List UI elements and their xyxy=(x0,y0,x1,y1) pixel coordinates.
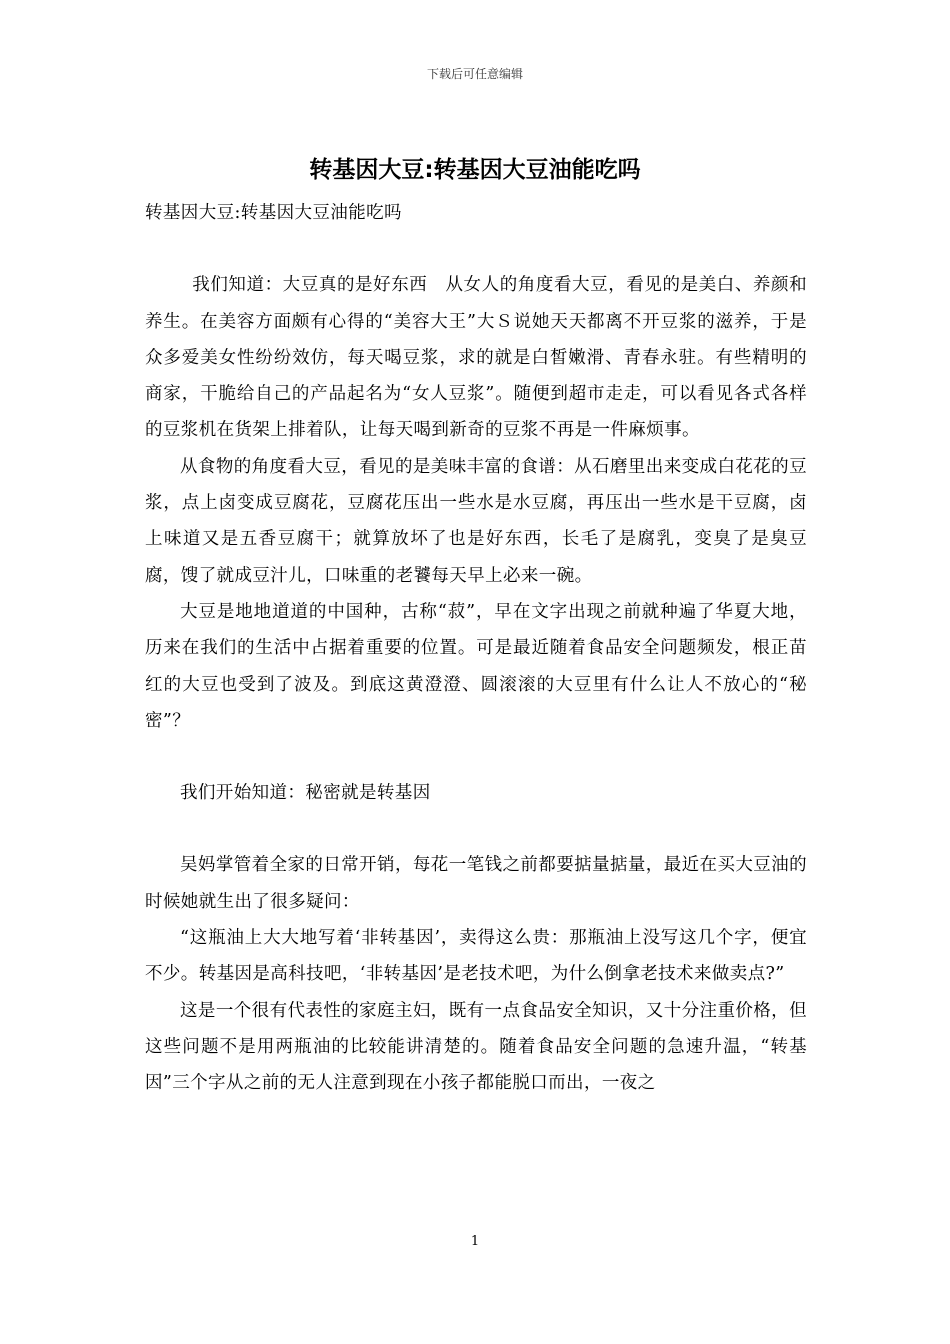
paragraph-1: 我们知道：大豆真的是好东西 从女人的角度看大豆，看见的是美白、养颜和养生。在美容方面颇有心得的“美容大王”大Ｓ说她天天都离不开豆浆的滋养，于是众多爱美女性纷纷效仿，每天喝豆浆，求的就是白皙嫩滑、青春永驻。有些精明的商家，干脆给自己的产品起名为“女人豆浆”。随便到超市走走，可以看见各式各样的豆浆机在货架上排着队，让每天喝到新奇的豆浆不再是一件麻烦事。 xyxy=(145,275,807,441)
paragraph-5: “这瓶油上大大地写着‘非转基因’，卖得这么贵：那瓶油上没写这几个字，便宜不少。转基因是高科技吧，‘非转基因’是老技术吧，为什么倒拿老技术来做卖点?” xyxy=(145,928,807,985)
document-title: 转基因大豆:转基因大豆油能吃吗 xyxy=(309,157,641,183)
paragraph-3: 大豆是地地道道的中国种，古称“菽”，早在文字出现之前就种遍了华夏大地，历来在我们的生活中占据着重要的位置。可是最近随着食品安全问题频发，根正苗红的大豆也受到了波及。到底这黄澄澄、圆滚滚的大豆里有什么让人不放心的“秘密”？ xyxy=(145,601,807,731)
page-header: 下载后可任意编辑 xyxy=(426,67,523,81)
paragraph-4: 吴妈掌管着全家的日常开销，每花一笔钱之前都要掂量掂量，最近在买大豆油的时候她就生出了很多疑问： xyxy=(145,855,807,912)
page-number: 1 xyxy=(470,1234,480,1249)
section-heading: 我们开始知道：秘密就是转基因 xyxy=(180,783,431,804)
document-body xyxy=(145,195,807,1102)
paragraph-2: 从食物的角度看大豆，看见的是美味丰富的食谱：从石磨里出来变成白花花的豆浆，点上卤变成豆腐花，豆腐花压出一些水是水豆腐，再压出一些水是干豆腐，卤上味道又是五香豆腐干；就算放坏了也是好东西，长毛了是腐乳，变臭了是臭豆腐，馊了就成豆汁儿，口味重的老饕每天早上必来一碗。 xyxy=(145,456,807,586)
paragraph-6: 这是一个很有代表性的家庭主妇，既有一点食品安全知识，又十分注重价格，但这些问题不是用两瓶油的比较能讲清楚的。随着食品安全问题的急速升温，“转基因”三个字从之前的无人注意到现在小孩子都能脱口而出，一夜之 xyxy=(145,1000,807,1094)
document-subtitle: 转基因大豆:转基因大豆油能吃吗 xyxy=(145,203,402,223)
